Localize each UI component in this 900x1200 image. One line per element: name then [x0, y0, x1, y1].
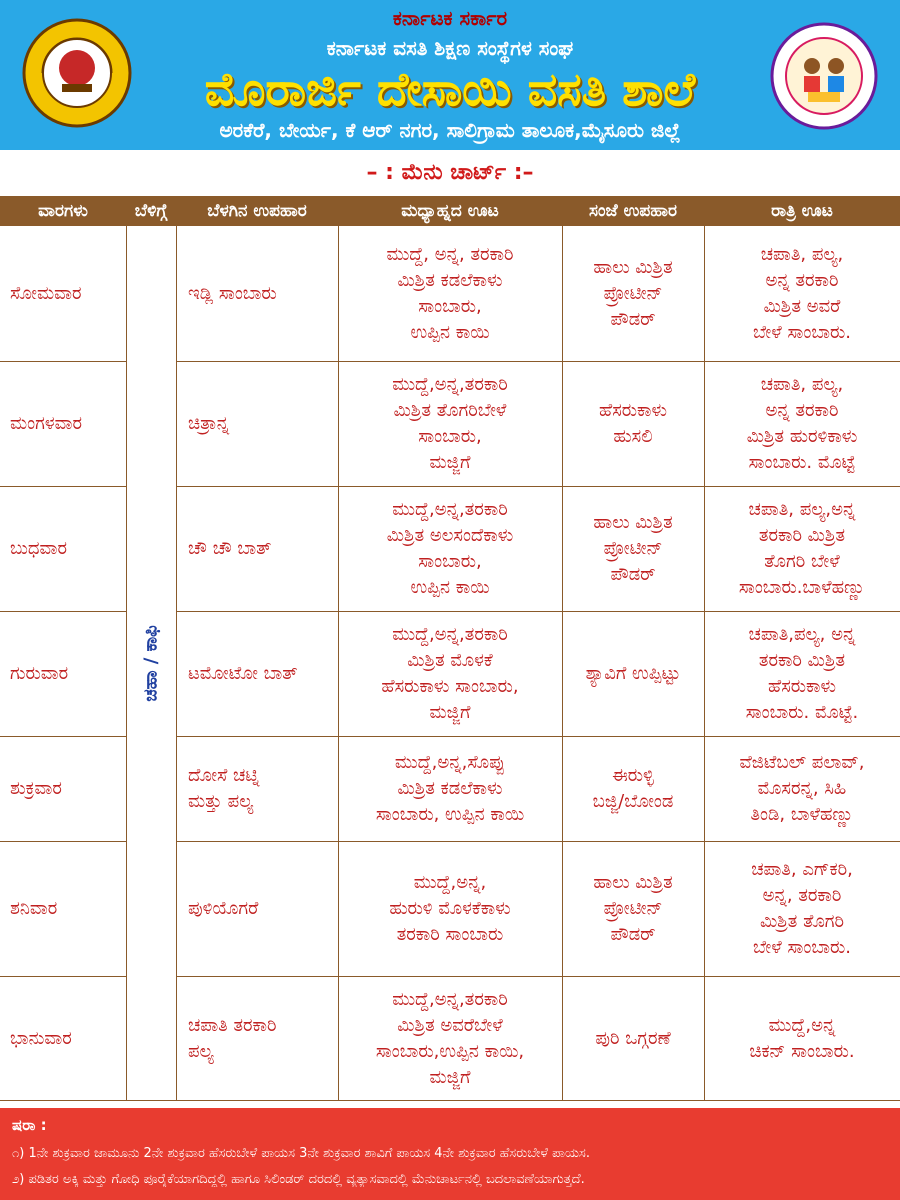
- footer-notes: [0, 1108, 900, 1200]
- table-cell-lunch: ಮುದ್ದೆ,ಅನ್ನ, ಹುರುಳಿ ಮೊಳಕೆಕಾಳು ತರಕಾರಿ ಸಾಂಬಾರು: [389, 871, 511, 945]
- table-cell-breakfast: ಚಪಾತಿ ತರಕಾರಿ ಪಲ್ಯ: [188, 1014, 277, 1062]
- table-row-day: ಸೋಮವಾರ: [10, 283, 82, 304]
- table-cell-snack: ಶ್ಯಾವಿಗೆ ಉಪ್ಪಿಟ್ಟು: [585, 662, 681, 684]
- table-cell-dinner: ಚಪಾತಿ, ಎಗ್‌ಕರಿ, ಅನ್ನ, ತರಕಾರಿ ಮಿಶ್ರಿತ ತೊಗರಿ ಬೇಳೆ ಸಾಂಬಾರು.: [751, 858, 853, 958]
- table-cell-breakfast: ಇಡ್ಲಿ ಸಾಂಬಾರು: [188, 282, 277, 304]
- table-cell-snack: ಹಾಲು ಮಿಶ್ರಿತ ಪ್ರೋಟೀನ್ ಪೌಡರ್: [593, 256, 673, 330]
- table-cell-breakfast: ಚೌ ಚೌ ಬಾತ್: [188, 537, 272, 559]
- grid-line: [176, 361, 900, 362]
- government-name: ಕರ್ನಾಟಕ ಸರ್ಕಾರ: [392, 6, 508, 30]
- column-header-evening-snack: ಸಂಜೆ ಉಪಹಾರ: [562, 196, 704, 226]
- grid-line: [176, 841, 900, 842]
- grid-line: [562, 196, 563, 1101]
- table-cell-lunch: ಮುದ್ದೆ,ಅನ್ನ,ತರಕಾರಿ ಮಿಶ್ರಿತ ತೊಗರಿಬೇಳೆ ಸಾಂಬಾರು, ಮಜ್ಜಿಗೆ: [392, 373, 508, 473]
- table-cell-lunch: ಮುದ್ದೆ,ಅನ್ನ,ತರಕಾರಿ ಮಿಶ್ರಿತ ಅವರೆಬೇಳೆ ಸಾಂಬಾರು,ಉಪ್ಪಿನ ಕಾಯಿ, ಮಜ್ಜಿಗೆ: [375, 988, 525, 1088]
- grid-line: [0, 611, 126, 612]
- table-cell-snack: ಈರುಳ್ಳಿ ಬಜ್ಜಿ/ಬೋಂಡ: [592, 764, 674, 812]
- table-row-day: ಶನಿವಾರ: [10, 898, 58, 919]
- table-cell-dinner: ಚಪಾತಿ, ಪಲ್ಯ, ಅನ್ನ ತರಕಾರಿ ಮಿಶ್ರಿತ ಅವರೆ ಬೇಳೆ ಸಾಂಬಾರು.: [753, 243, 851, 343]
- table-cell-snack: ಹಾಲು ಮಿಶ್ರಿತ ಪ್ರೋಟೀನ್ ಪೌಡರ್: [593, 871, 673, 945]
- table-cell-lunch: ಮುದ್ದೆ,ಅನ್ನ,ತರಕಾರಿ ಮಿಶ್ರಿತ ಮೊಳಕೆ ಹೆಸರುಕಾಳು ಸಾಂಬಾರು, ಮಜ್ಜಿಗೆ: [381, 623, 519, 723]
- table-row-day: ಶುಕ್ರವಾರ: [10, 778, 62, 799]
- table-cell-snack: ಹೆಸರುಕಾಳು ಹುಸಲಿ: [599, 399, 667, 447]
- grid-line: [176, 736, 900, 737]
- table-cell-lunch: ಮುದ್ದೆ,ಅನ್ನ,ತರಕಾರಿ ಮಿಶ್ರಿತ ಅಲಸಂದೆಕಾಳು ಸಾಂಬಾರು, ಉಪ್ಪಿನ ಕಾಯಿ: [386, 498, 514, 598]
- grid-line: [0, 486, 126, 487]
- grid-line: [0, 736, 126, 737]
- note-line-2: ೨) ಪಡಿತರ ಅಕ್ಕಿ ಮತ್ತು ಗೋಧಿ ಪೂರೈಕೆಯಾಗದಿದ್ದಲ್ಲಿ ಹಾಗೂ ಸಿಲಿಂಡರ್ ದರದಲ್ಲಿ ವ್ಯತ್ಯಾಸವಾದಲ್ಲಿ ಮೆನುಚಾರ್ಟನಲ್ಲಿ ಬದಲಾವಣೆಯಾಗುತ್ತದೆ.: [12, 1172, 585, 1187]
- table-cell-snack: ಹಾಲು ಮಿಶ್ರಿತ ಪ್ರೋಟೀನ್ ಪೌಡರ್: [593, 511, 673, 585]
- table-row-day: ಭಾನುವಾರ: [10, 1028, 72, 1049]
- table-cell-dinner: ಚಪಾತಿ, ಪಲ್ಯ, ಅನ್ನ ತರಕಾರಿ ಮಿಶ್ರಿತ ಹುರಳಿಕಾಳು ಸಾಂಬಾರು. ಮೊಟ್ಟೆ: [746, 373, 858, 473]
- column-header-lunch: ಮಧ್ಯಾಹ್ನದ ಊಟ: [338, 196, 562, 226]
- grid-line: [176, 976, 900, 977]
- table-cell-dinner: ಚಪಾತಿ,ಪಲ್ಯ, ಅನ್ನ ತರಕಾರಿ ಮಿಶ್ರಿತ ಹೆಸರುಕಾಳು ಸಾಂಬಾರು. ಮೊಟ್ಟೆ.: [745, 623, 859, 723]
- grid-line: [176, 486, 900, 487]
- menu-chart-subtitle: – : ಮೆನು ಚಾರ್ಟ್ :–: [366, 160, 534, 185]
- morning-drink-cell: [126, 226, 176, 1101]
- grid-line: [126, 196, 127, 1101]
- column-header-dinner: ರಾತ್ರಿ ಊಟ: [704, 196, 900, 226]
- grid-line: [176, 611, 900, 612]
- table-cell-snack: ಪುರಿ ಒಗ್ಗರಣೆ: [595, 1027, 671, 1049]
- school-address: ಅರಕೆರೆ, ಬೇರ್ಯ, ಕೆ ಆರ್ ನಗರ, ಸಾಲಿಗ್ರಾಮ ತಾಲೂಕ,ಮೈಸೂರು ಜಿಲ್ಲೆ: [219, 118, 681, 142]
- table-cell-breakfast: ಪುಳಿಯೊಗರೆ: [188, 897, 259, 919]
- grid-line: [176, 196, 177, 1101]
- morning-drink-label: ಚಹಾ / ಕಾಫಿ: [140, 625, 162, 702]
- table-row-day: ಗುರುವಾರ: [10, 663, 69, 684]
- table-cell-breakfast: ಚಿತ್ರಾನ್ನ: [188, 412, 230, 434]
- column-header-breakfast: ಬೆಳಗಿನ ಉಪಹಾರ: [176, 196, 338, 226]
- table-cell-lunch: ಮುದ್ದೆ,ಅನ್ನ,ಸೊಪ್ಪು ಮಿಶ್ರಿತ ಕಡಲೆಕಾಳು ಸಾಂಬಾರು, ಉಪ್ಪಿನ ಕಾಯಿ: [375, 751, 525, 825]
- society-name: ಕರ್ನಾಟಕ ವಸತಿ ಶಿಕ್ಷಣ ಸಂಸ್ಥೆಗಳ ಸಂಘ: [326, 36, 574, 60]
- table-cell-dinner: ಚಪಾತಿ, ಪಲ್ಯ,ಅನ್ನ ತರಕಾರಿ ಮಿಶ್ರಿತ ತೊಗರಿ ಬೇಳೆ ಸಾಂಬಾರು.ಬಾಳೆಹಣ್ಣು: [738, 498, 866, 598]
- grid-line: [0, 841, 126, 842]
- table-cell-dinner: ವೆಜಿಟೆಬಲ್ ಪಲಾವ್, ಮೊಸರನ್ನ, ಸಿಹಿ ತಿಂಡಿ, ಬಾಳೆಹಣ್ಣು: [739, 751, 865, 825]
- table-row-day: ಮಂಗಳವಾರ: [10, 413, 83, 434]
- grid-line: [0, 1100, 900, 1101]
- grid-line: [338, 196, 339, 1101]
- table-cell-breakfast: ಟಮೋಟೋ ಬಾತ್: [188, 662, 298, 684]
- note-label: ಷರಾ :: [12, 1116, 47, 1134]
- column-header-morning: ಬೆಳಿಗ್ಗೆ: [126, 196, 176, 226]
- school-title: ಮೊರಾರ್ಜಿ ದೇಸಾಯಿ ವಸತಿ ಶಾಲೆ: [204, 62, 696, 116]
- note-line-1: ೧) 1ನೇ ಶುಕ್ರವಾರ ಜಾಮೂನು 2ನೇ ಶುಕ್ರವಾರ ಹೆಸರುಬೇಳೆ ಪಾಯಸ 3ನೇ ಶುಕ್ರವಾರ ಶಾವಿಗೆ ಪಾಯಸ 4ನೇ ಶುಕ್ರವಾರ ಹೆಸರುಬೇಳೆ ಪಾಯಸ.: [12, 1146, 590, 1161]
- table-cell-breakfast: ದೋಸೆ ಚಟ್ನಿ ಮತ್ತು ಪಲ್ಯ: [188, 764, 260, 812]
- grid-line: [0, 976, 126, 977]
- column-header-days: ವಾರಗಳು: [0, 196, 126, 226]
- grid-line: [704, 196, 705, 1101]
- table-row-day: ಬುಧವಾರ: [10, 538, 67, 559]
- grid-line: [0, 361, 126, 362]
- table-cell-lunch: ಮುದ್ದೆ, ಅನ್ನ, ತರಕಾರಿ ಮಿಶ್ರಿತ ಕಡಲೆಕಾಳು ಸಾಂಬಾರು, ಉಪ್ಪಿನ ಕಾಯಿ: [386, 243, 514, 343]
- header-banner: [0, 0, 900, 150]
- table-cell-dinner: ಮುದ್ದೆ,ಅನ್ನ ಚಿಕನ್ ಸಾಂಬಾರು.: [749, 1014, 855, 1062]
- menu-table: [0, 196, 900, 1101]
